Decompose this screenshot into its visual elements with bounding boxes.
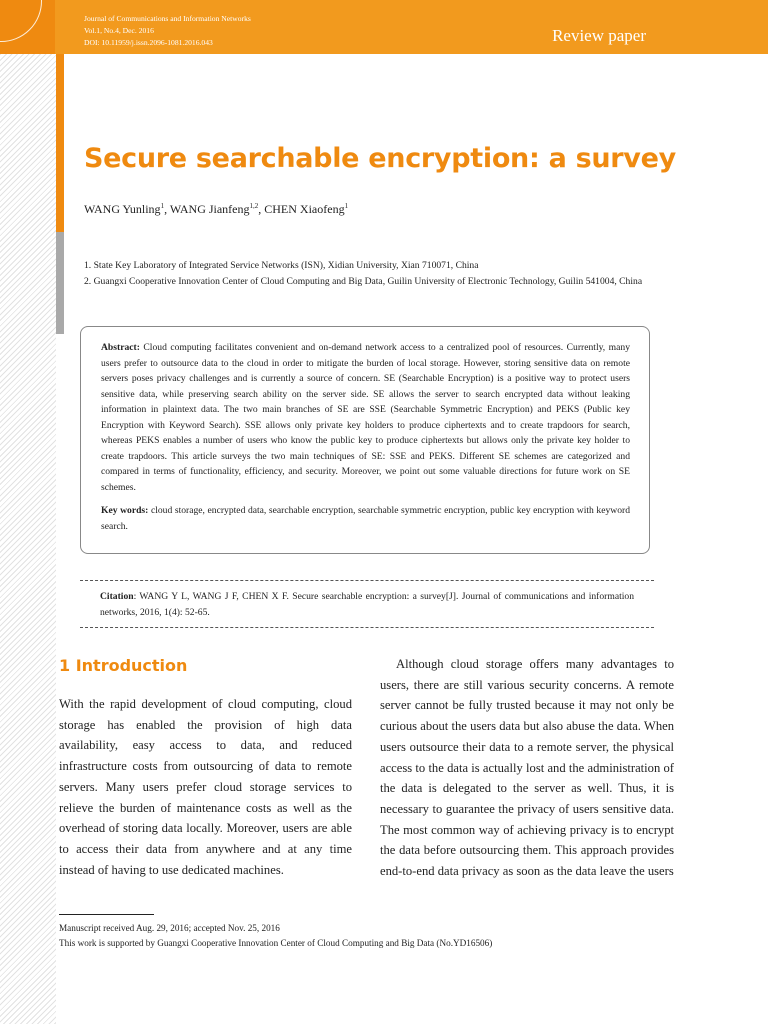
manuscript-dates-footnote: Manuscript received Aug. 29, 2016; accepted Nov. 25, 2016 [59, 923, 280, 933]
citation-box [80, 580, 654, 628]
author-affiliation-mark: 1 [344, 202, 349, 210]
orange-margin-bar [56, 54, 64, 232]
header-arc-decoration [0, 0, 55, 54]
keywords-paragraph [101, 503, 630, 534]
paper-title: Secure searchable encryption: a survey [84, 143, 676, 174]
footnote-rule [59, 914, 154, 915]
funding-footnote: This work is supported by Guangxi Cooperative Innovation Center of Cloud Computing and Big Data (No.YD16506) [59, 938, 493, 948]
journal-info [84, 13, 251, 49]
author-name: WANG Yunling [84, 202, 161, 216]
section-heading-introduction: 1 Introduction [59, 656, 188, 675]
keywords-text: cloud storage, encrypted data, searchable encryption, searchable symmetric encryption, public key encryption with keyword search. [101, 505, 630, 532]
hatched-margin-decoration [0, 54, 56, 1024]
affiliation-item: 1. State Key Laboratory of Integrated Service Networks (ISN), Xidian University, Xian 710071, China [84, 260, 479, 271]
keywords-label: Key words: [101, 505, 149, 516]
citation-text: : WANG Y L, WANG J F, CHEN X F. Secure searchable encryption: a survey[J]. Journal of communications and information networks, 2016, 1(4): 52-65. [100, 591, 634, 618]
introduction-paragraph-right: Although cloud storage offers many advantages to users, there are still various security concerns. A remote server cannot be fully trusted because it may not only be curious about the users data but also abuse the data. When users outsource their data to a remote server, the physical access to the data is actually lost and the administration of the data is delegated to the server as well. Thus, it is necessary to guarantee the privacy of users sensitive data. The most common way of achieving privacy is to encrypt the data before outsourcing them. This approach provides end-to-end data privacy as soon as the data leave the users [380, 657, 674, 879]
journal-doi: DOI: 10.11959/j.issn.2096-1081.2016.043 [84, 38, 213, 47]
affiliation-item: 2. Guangxi Cooperative Innovation Center of Cloud Computing and Big Data, Guilin University of Electronic Technology, Guilin 541004, China [84, 275, 643, 287]
author-separator: , [164, 202, 170, 216]
abstract-paragraph [101, 340, 630, 495]
abstract-label: Abstract: [101, 342, 140, 353]
author-separator: , [258, 202, 265, 216]
citation-label: Citation [100, 591, 134, 602]
journal-volume: Vol.1, No.4, Dec. 2016 [84, 26, 154, 35]
author-name: WANG Jianfeng [169, 202, 250, 216]
journal-name: Journal of Communications and Information Networks [84, 14, 251, 23]
article-type-label: Review paper [552, 26, 646, 45]
author-affiliation-mark: 1 [160, 202, 165, 210]
author-affiliation-mark: 1,2 [249, 202, 259, 210]
author-name: CHEN Xiaofeng [264, 202, 345, 216]
gray-margin-bar [56, 232, 64, 334]
abstract-box [80, 326, 650, 554]
author-list [84, 202, 348, 217]
affiliations [84, 258, 644, 289]
introduction-paragraph-left: With the rapid development of cloud computing, cloud storage has enabled the provision of high data availability, easy access to data, and reduced infrastructure costs from outsourcing of data to remote servers. Many users prefer cloud storage services to relieve the burden of maintenance costs as well as the overhead of storing data locally. Moreover, users are able to access their data from anywhere and at any time instead of having to use dedicated machines. [59, 697, 352, 877]
footnotes [59, 921, 679, 951]
abstract-text: Cloud computing facilitates convenient and on-demand network access to a centralized pool of resources. Currently, many users prefer to outsource data to the cloud in order to mitigate the burden of local storage. However, storing sensitive data on remote servers poses privacy challenges and is currently a source of concern. SE (Searchable Encryption) is a positive way to protect users sensitive data, while preserving search ability on the server side. SE allows the server to search encrypted data without leaking information in plaintext data. The two main branches of SE are SSE (Searchable Symmetric Encryption) and PEKS (Public key Encryption with Keyword Search). SSE allows only private key holders to produce ciphertexts and to create trapdoors for search, whereas PEKS enables a number of users who know the public key to produce ciphertexts but allows only the private key holder to create trapdoors. This article surveys the two main techniques of SE: SSE and PEKS. Different SE schemes are categorized and compared in terms of functionality, efficiency, and security. Moreover, we point out some valuable directions for future work on SE schemes. [101, 342, 630, 493]
